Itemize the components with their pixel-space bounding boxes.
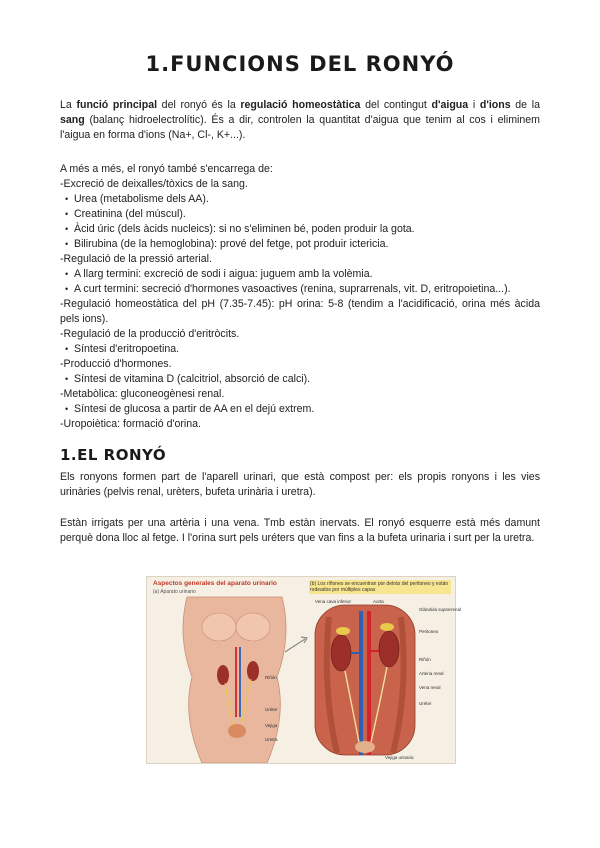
list-item: -Regulació de la producció d'eritròcits. — [60, 328, 240, 340]
fig-label-renal-vein: Vena renal — [419, 685, 441, 690]
dissection-left-kidney — [331, 635, 351, 671]
anatomy-illustration — [147, 577, 455, 763]
intro-bold-3: d'aigua — [431, 99, 469, 111]
intro-text-1: La — [60, 99, 72, 111]
right-adrenal-gland — [380, 623, 394, 631]
list-item: • A llarg termini: excreció de sodi i aigua: juguem amb la volèmia. — [60, 267, 540, 282]
fig-label-peritoneum: Peritoneo — [419, 629, 439, 634]
list-item: -Excreció de deixalles/tòxics de la sang. — [60, 178, 248, 190]
fig-label-renal-artery: Arteria renal — [419, 671, 444, 676]
fig-label-right-ureter: Uréter — [419, 701, 432, 706]
list-item: • A curt termini: secreció d'hormones vasoactives (renina, suprarrenals, vit. D, eritropoietina...). — [60, 282, 540, 297]
left-adrenal-gland — [336, 627, 350, 635]
list-item: • Síntesi de vitamina D (calcitriol, absorció de calci). — [60, 372, 540, 387]
left-kidney — [217, 665, 229, 685]
fig-label-right-kidney: Riñón — [419, 657, 431, 662]
intro-text-6: (balanç hidroelectrolític). És a dir, controlen la quantitat d'aigua que tenim al cos i eliminem l'aigua en forma d'ions (Na+, Cl-, K+...). — [60, 114, 540, 141]
section2-paragraph-1 — [60, 470, 540, 500]
fig-label-bladder: Vejiga — [265, 723, 278, 728]
fig-label-ureter: Uréter — [265, 707, 278, 712]
list-item: • Àcid úric (dels àcids nucleics): si no s'eliminen bé, poden produir la gota. — [60, 222, 540, 237]
fig-label-urinary-bladder: Vejiga urinaria — [385, 755, 414, 760]
dissection-bladder — [355, 741, 375, 753]
list-intro: A més a més, el ronyó també s'encarrega de: — [60, 163, 273, 175]
intro-text-5: de la — [510, 99, 540, 111]
list-item: • Síntesi de glucosa a partir de AA en el dejú extrem. — [60, 402, 540, 417]
right-breast — [236, 613, 270, 641]
list-item: • Síntesi d'eritropoetina. — [60, 342, 540, 357]
list-item: • Bilirubina (de la hemoglobina): prové del fetge, pot produir ictericia. — [60, 237, 540, 252]
list-item: -Uropoiètica: formació d'orina. — [60, 418, 201, 430]
intro-bold-5: sang — [60, 114, 85, 126]
list-item: -Producció d'hormones. — [60, 358, 172, 370]
fig-label-kidney: Riñón — [265, 675, 277, 680]
section2-text-2: Estàn irrigats per una artèria i una vena. Tmb estàn inervats. El ronyó esquerre està més damunt perquè dona lloc al fetge. I l'orina surt pels uréters que van fins a la bufeta urinaria i surt per la uretra. — [60, 517, 540, 544]
section-heading: 1.EL RONYÓ — [60, 446, 167, 464]
list-item: -Regulació de la pressió arterial. — [60, 253, 212, 265]
list-item: -Metabòlica: gluconeogènesi renal. — [60, 388, 225, 400]
bladder — [228, 724, 246, 738]
fig-label-adrenal: Glándula suprarrenal — [419, 607, 462, 612]
section2-text-1: Els ronyons formen part de l'aparell urinari, que està compost per: els propis ronyons i les vies urinàries (pelvis renal, urèters, bufeta urinària i uretra). — [60, 471, 540, 498]
fig-label-aorta: Aorta — [373, 599, 384, 604]
list-item: -Regulació homeostàtica del pH (7.35-7.45): pH orina: 5-8 (tendim a l'acidificació, orina més àcida pels ions). — [60, 298, 540, 325]
urinary-system-figure — [146, 576, 462, 764]
intro-bold-4: d'ions — [479, 99, 511, 111]
figure-subtitle: (a) Aparato urinario — [153, 589, 196, 595]
page-title: 1.FUNCIONS DEL RONYÓ — [145, 52, 455, 76]
list-item: • Creatinina (del múscul). — [60, 207, 540, 222]
functions-list — [60, 162, 540, 432]
intro-text-4: i — [468, 99, 480, 111]
left-breast — [202, 613, 236, 641]
figure-title: Aspectos generales del aparato urinario — [153, 580, 277, 587]
intro-paragraph — [60, 98, 540, 143]
intro-text-3: del contingut — [360, 99, 432, 111]
arrow-line — [285, 639, 305, 652]
intro-bold-2: regulació homeostàtica — [240, 99, 361, 111]
figure-right-title: (b) Los riñones se encuentran por detrás del peritoneo y están rodeados por múltiples capas — [309, 580, 451, 594]
intro-text-2: del ronyó és la — [157, 99, 241, 111]
list-item: • Urea (metabolisme dels AA). — [60, 192, 540, 207]
fig-label-urethra: Uretra — [265, 737, 278, 742]
intro-bold-1: funció principal — [76, 99, 158, 111]
dissection-right-kidney — [379, 631, 399, 667]
fig-label-vena-cava: Vena cava inferior — [315, 599, 352, 604]
right-kidney — [247, 661, 259, 681]
section2-paragraph-2 — [60, 516, 540, 546]
